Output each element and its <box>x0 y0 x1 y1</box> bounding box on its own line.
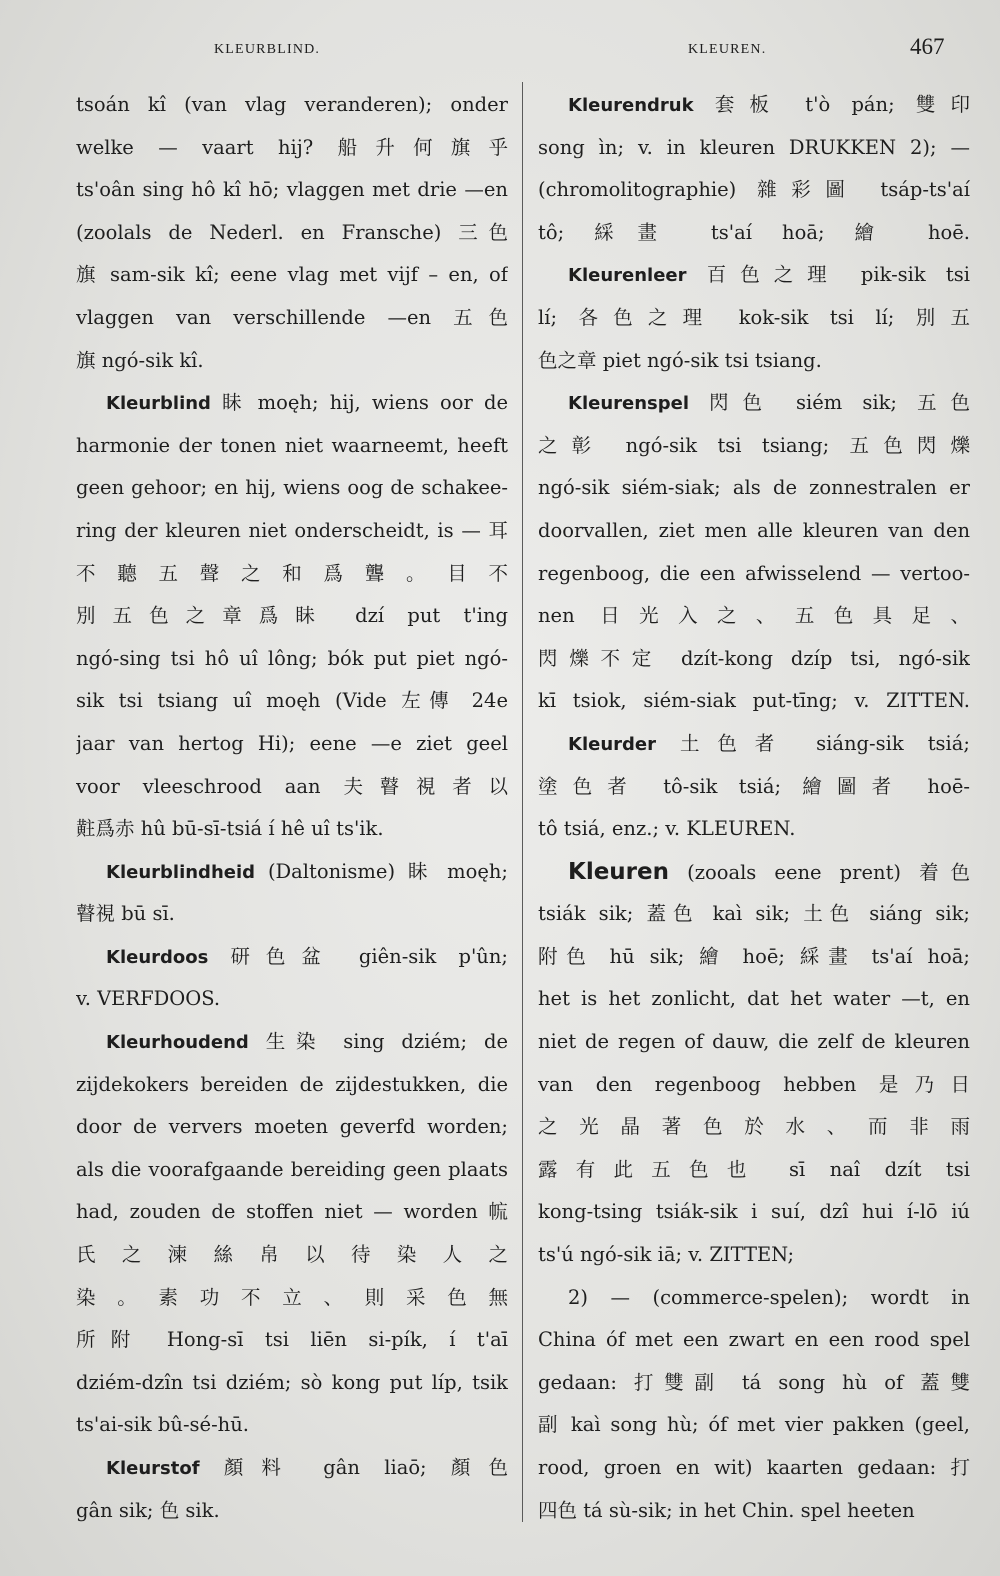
entry-text: 生染 sing dziém; de <box>248 1030 508 1054</box>
entry-text: 眛 moęh; hij, wiens oor de <box>210 391 508 415</box>
running-head <box>0 34 1000 68</box>
text-line: geen gehoor; en hij, wiens oog de schakee- <box>76 476 508 500</box>
entry-headword: Kleurblindheid <box>106 861 256 883</box>
entry-headword: Kleurenleer <box>568 265 687 287</box>
entry-headword: Kleurhoudend <box>106 1032 249 1054</box>
text-line: tô tsiá, enz.; v. KLEUREN. <box>538 817 796 841</box>
text-line: had, zouden de stoffen niet — worden 㡆 <box>76 1200 508 1224</box>
entry-text: 閃色 siém sik; 五色 <box>689 391 970 415</box>
text-line: 2) — (commerce-spelen); wordt in <box>568 1285 970 1309</box>
text-line: 露有此五色也 sī naî dzít tsi <box>538 1157 970 1181</box>
text-line: 四色 tá sù-sik; in het Chin. spel heeten <box>538 1498 915 1522</box>
text-line: 黈爲赤 hû bū-sī-tsiá í hê uî ts'ik. <box>76 817 384 841</box>
text-line <box>76 1447 508 1490</box>
text-line: ts'ai-sik bû-sé-hū. <box>76 1413 249 1437</box>
text-line: v. VERFDOOS. <box>76 987 221 1011</box>
text-line: het is het zonlicht, dat het water —t, en <box>538 987 970 1011</box>
text-line: ngó-sik siém-siak; als de zonnestralen er <box>538 476 970 500</box>
text-line <box>538 254 970 297</box>
text-line: 別五色之章爲眛 dzí put t'ing <box>76 604 508 628</box>
text-line: 附色 hū sik; 繪 hoē; 綵畫 ts'aí hoā; <box>538 944 970 968</box>
text-line: als die voorafgaande bereiding geen plaats <box>76 1157 508 1181</box>
text-line: dziém-dzîn tsi dziém; sò kong put líp, tsik <box>76 1370 508 1394</box>
entry-headword: Kleurstof <box>106 1458 200 1479</box>
entry-text: 土色者 siáng-sik tsiá; <box>656 731 970 755</box>
entry-headword: Kleurenspel <box>568 393 690 415</box>
text-line: tsoán kî (van vlag veranderen); onder <box>76 93 508 116</box>
text-line: kong-tsing tsiák-sik i suí, dzî hui í-lō iú <box>538 1200 970 1224</box>
text-line: 旗 sam-sik kî; eene vlag met vijf – en, of <box>76 263 508 287</box>
text-line: 塗色者 tô-sik tsiá; 繪圖者 hoē- <box>538 774 970 798</box>
entry-text: 百色之理 pik-sik tsi <box>686 263 970 287</box>
text-line: tsiák sik; 蓋色 kaì sik; 土色 siáng sik; <box>538 902 970 926</box>
running-head-left: KLEURBLIND. <box>214 42 321 57</box>
text-line <box>76 1021 508 1064</box>
text-line: China óf met een zwart en een rood spel <box>538 1328 970 1352</box>
text-line: gân sik; 色 sik. <box>76 1498 220 1522</box>
text-line: 旗 ngó-sik kî. <box>76 348 204 372</box>
text-line: song ìn; v. in kleuren DRUKKEN 2); — <box>538 135 970 159</box>
text-line: van den regenboog hebben 是乃日 <box>538 1072 970 1096</box>
text-line: 瞽視 bū sī. <box>76 902 175 926</box>
text-line: harmonie der tonen niet waarneemt, heeft <box>76 433 508 457</box>
text-line: door de ververs moeten geverfd worden; <box>76 1115 508 1139</box>
text-line: 閃爍不定 dzít-kong dzíp tsi, ngó-sik <box>538 646 970 670</box>
text-line: gedaan: 打雙副 tá song hù of 蓋雙 <box>538 1370 970 1394</box>
text-line: sik tsi tsiang uî moęh (Vide 左傳 24e <box>76 689 508 713</box>
text-line <box>538 851 970 894</box>
text-line: 之彰 ngó-sik tsi tsiang; 五色閃爍 <box>538 433 970 457</box>
right-column <box>538 84 970 1532</box>
text-line: tô; 綵畫 ts'aí hoā; 繪 hoē. <box>538 220 970 244</box>
text-line: 所附 Hong-sī tsi liēn si-pík, í t'aī <box>76 1328 508 1352</box>
text-line: lí; 各色之理 kok-sik tsi lí; 別五 <box>538 305 970 329</box>
text-line: nen 日光入之、五色具足、 <box>538 604 970 628</box>
text-line: (chromolitographie) 雜彩圖 tsáp-ts'aí <box>538 178 970 202</box>
text-line: voor vleeschrood aan 夫瞽視者以 <box>76 774 508 798</box>
text-line: 色之章 piet ngó-sik tsi tsiang. <box>538 348 822 372</box>
text-line <box>76 382 508 425</box>
text-line: ts'ú ngó-sik iā; v. ZITTEN; <box>538 1243 795 1267</box>
text-line: kī tsiok, siém-siak put-tīng; v. ZITTEN. <box>538 689 970 713</box>
entry-headword: Kleurder <box>568 733 656 755</box>
page-number: 467 <box>910 34 945 59</box>
text-line: doorvallen, ziet men alle kleuren van den <box>538 518 970 542</box>
entry-text: 研色盆 giên-sik p'ûn; <box>208 944 508 968</box>
text-line: 染。素功不立、則采色無 <box>76 1285 508 1309</box>
text-line: regenboog, die een afwisselend — vertoo- <box>538 561 970 585</box>
entry-text: 顏料 gân liaō; 顏色 <box>199 1456 508 1479</box>
column-divider <box>522 82 523 1522</box>
running-head-right: KLEUREN. <box>688 42 767 57</box>
entry-text: (Daltonisme) 眛 moęh; <box>255 859 508 883</box>
text-line: rood, groen en wit) kaarten gedaan: 打 <box>538 1456 970 1479</box>
text-line <box>538 382 970 425</box>
text-line <box>76 851 508 894</box>
text-line: jaar van hertog Hi); eene —e ziet geel <box>76 731 508 755</box>
text-line: ts'oân sing hô kî hō; vlaggen met drie —en <box>76 178 508 202</box>
entry-text: (zooals eene prent) 着色 <box>669 860 970 884</box>
entry-headword: Kleuren <box>568 858 669 885</box>
entry-headword: Kleurdoos <box>106 946 209 968</box>
entry-headword: Kleurblind <box>106 393 211 415</box>
text-line: 副 kaì song hù; óf met vier pakken (geel, <box>538 1413 970 1437</box>
text-line <box>76 936 508 979</box>
text-line: welke — vaart hij? 船升何旗乎 <box>76 135 508 159</box>
text-line: 氏之湅絲帛以待染人之 <box>76 1243 508 1267</box>
entry-text: 套板 t'ò pán; 雙印 <box>693 93 970 116</box>
text-line: 之光晶著色於水、而非雨 <box>538 1115 970 1139</box>
text-line: vlaggen van verschillende —en 五色 <box>76 305 508 329</box>
text-line: (zoolals de Nederl. en Fransche) 三色 <box>76 220 508 244</box>
text-line <box>538 723 970 766</box>
left-column <box>76 84 508 1532</box>
text-line: zijdekokers bereiden de zijdestukken, die <box>76 1072 508 1096</box>
text-line <box>538 84 970 127</box>
text-line: 不聽五聲之和爲聾。目不 <box>76 561 508 585</box>
text-line: niet de regen of dauw, die zelf de kleuren <box>538 1030 970 1054</box>
text-line: ngó-sing tsi hô uî lông; bók put piet ngó- <box>76 646 508 670</box>
text-line: ring der kleuren niet onderscheidt, is — 耳 <box>76 518 508 542</box>
entry-headword: Kleurendruk <box>568 95 694 116</box>
